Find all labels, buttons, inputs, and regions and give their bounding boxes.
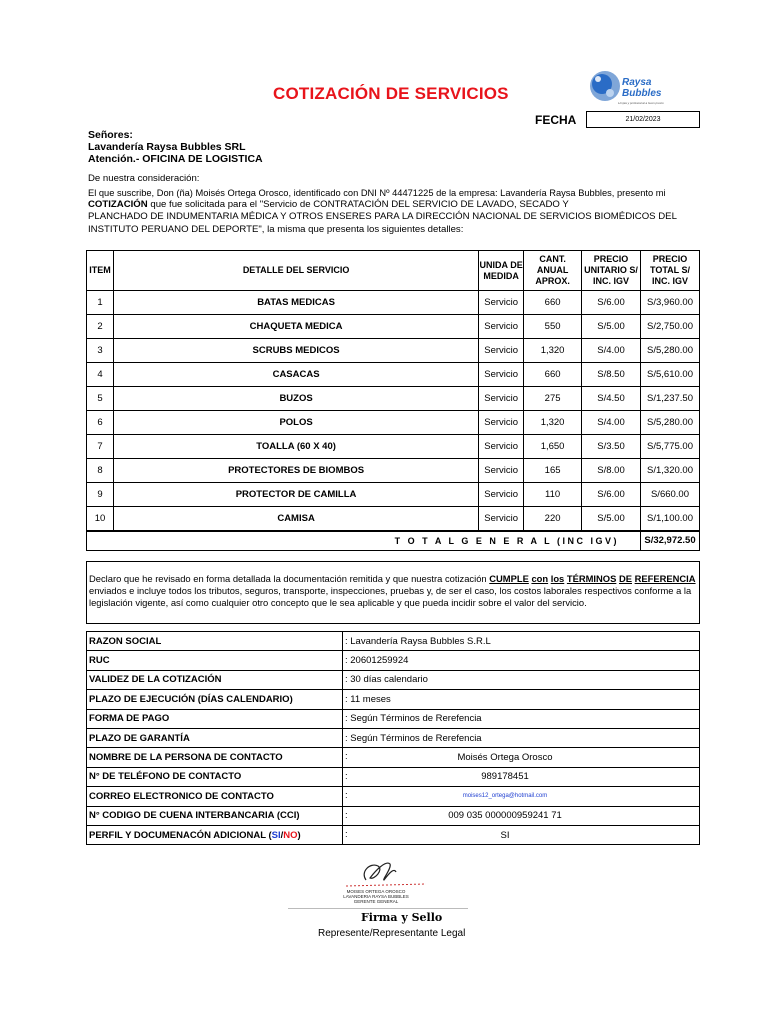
cell-precio-unitario: S/4.00 [582,339,641,363]
cell-precio-total: S/5,280.00 [641,411,700,435]
cell-cantidad: 275 [524,387,582,411]
table-row [87,411,700,435]
cell-item: 6 [87,411,114,435]
cell-detalle: BATAS MEDICAS [113,291,478,315]
info-colon: : [345,770,348,782]
info-key: N° DE TELÉFONO DE CONTACTO [87,767,343,786]
col-detalle: DETALLE DEL SERVICIO [113,251,478,291]
declaration-text-2: enviados e incluye todos los tributos, seguros, transporte, inspecciones, pruebas y, de ser el caso, los costos laborales respectivos conforme a la legislación vigente, así como cualquier otro concepto que le sea aplicable y que pueda incidir sobre el valor del servicio. [89,585,692,608]
cell-detalle: SCRUBS MEDICOS [113,339,478,363]
info-key: VALIDEZ DE LA COTIZACIÓN [87,670,343,689]
declaration-referencia: REFERENCIA [634,573,696,584]
company-logo [588,66,698,110]
page-title: COTIZACIÓN DE SERVICIOS [273,84,509,103]
info-value-cell [343,825,700,844]
cell-item: 3 [87,339,114,363]
cell-unidad: Servicio [479,411,524,435]
table-row [87,291,700,315]
intro-line-1: El que suscribe, Don (ña) Moisés Ortega Orosco, identificado con DNI Nº 44471225 de la empresa: Lavandería Raysa Bubbles, presento mi [88,188,666,198]
info-row [87,787,700,806]
info-value-cell: : Según Términos de Rerefencia [343,728,700,747]
cell-precio-unitario: S/8.50 [582,363,641,387]
cell-unidad: Servicio [479,315,524,339]
signature-stamp [286,858,466,910]
info-row [87,825,700,844]
table-row [87,315,700,339]
empresa-name: Lavandería Raysa Bubbles SRL [88,141,246,153]
cell-precio-total: S/1,320.00 [641,459,700,483]
cell-unidad: Servicio [479,483,524,507]
cell-precio-total: S/3,960.00 [641,291,700,315]
info-row [87,767,700,786]
senores-label: Señores: [88,129,133,141]
company-info-table [86,631,700,845]
declaration-cumple: CUMPLE [489,573,529,584]
table-row [87,507,700,531]
info-value: SI [500,829,510,841]
info-value-cell [343,806,700,825]
info-row [87,709,700,728]
declaration-terminos: TÉRMINOS [566,573,617,584]
info-row [87,806,700,825]
services-table-body [87,291,700,531]
info-row [87,748,700,767]
cell-precio-total: S/1,100.00 [641,507,700,531]
table-row [87,363,700,387]
cell-cantidad: 660 [524,291,582,315]
svg-text:Raysa: Raysa [622,77,652,88]
cell-cantidad: 1,320 [524,411,582,435]
info-key-key-prefix: PERFIL Y DOCUMENACÓN ADICIONAL ( [89,829,272,841]
col-precio-unitario: PRECIO UNITARIO S/ INC. IGV [582,251,641,291]
cell-unidad: Servicio [479,291,524,315]
cell-precio-unitario: S/8.00 [582,459,641,483]
cell-precio-total: S/2,750.00 [641,315,700,339]
cell-precio-unitario: S/3.50 [582,435,641,459]
intro-line-2-rest: que fue solicitada para el "Servicio de CONTRATACIÓN DEL SERVICIO DE LAVADO, SECADO Y [147,199,569,210]
info-key: PLAZO DE GARANTÍA [87,728,343,747]
cell-item: 9 [87,483,114,507]
cell-unidad: Servicio [479,387,524,411]
cell-cantidad: 110 [524,483,582,507]
consideracion-line: De nuestra consideración: [88,173,200,184]
declaration-los: los [550,573,565,584]
info-key: RAZON SOCIAL [87,632,343,651]
info-key [87,825,343,844]
info-value-cell: : 30 días calendario [343,670,700,689]
cell-precio-total: S/5,610.00 [641,363,700,387]
services-table [86,250,700,531]
intro-line-3: PLANCHADO DE INDUMENTARIA MÉDICA Y OTROS ENSERES PARA LA DIRECCIÓN NACIONAL DE SERVICIOS BIOMÉDICOS DEL [88,211,677,222]
cell-detalle: POLOS [113,411,478,435]
svg-text:Bubbles: Bubbles [622,88,662,99]
cell-item: 8 [87,459,114,483]
info-colon: : [345,751,348,763]
cell-item: 7 [87,435,114,459]
svg-text:Limpia y profesional a buen pr: Limpia y profesional a buen precio [618,101,664,105]
info-row [87,651,700,670]
cell-detalle: BUZOS [113,387,478,411]
info-key: NOMBRE DE LA PERSONA DE CONTACTO [87,748,343,767]
info-key-key-si: SI [271,829,281,841]
cell-detalle: TOALLA (60 X 40) [113,435,478,459]
info-key: RUC [87,651,343,670]
info-row [87,728,700,747]
cell-cantidad: 165 [524,459,582,483]
info-row [87,670,700,689]
info-colon: : [345,828,348,840]
representante-label: Represente/Representante Legal [318,928,466,939]
cell-unidad: Servicio [479,435,524,459]
fecha-value: 21/02/2023 [586,111,700,128]
info-value: moises12_ortega@hotmail.com [462,793,548,800]
firma-label: Firma y Sello [361,911,443,924]
col-precio-total: PRECIO TOTAL S/ INC. IGV [641,251,700,291]
table-row [87,435,700,459]
cell-cantidad: 550 [524,315,582,339]
info-value-cell: : 11 meses [343,690,700,709]
declaration-con: con [531,573,549,584]
cell-unidad: Servicio [479,339,524,363]
info-value: 009 035 000000959241 71 [448,810,562,822]
cell-precio-unitario: S/6.00 [582,291,641,315]
atencion-line: Atención.- OFICINA DE LOGISTICA [88,153,263,165]
declaration-text-1: Declaro que he revisado en forma detallada la documentación remitida y que nuestra cotización [89,573,490,584]
info-value-cell [343,748,700,767]
services-table-header [87,251,700,291]
cell-detalle: PROTECTORES DE BIOMBOS [113,459,478,483]
cell-precio-total: S/660.00 [641,483,700,507]
cell-item: 5 [87,387,114,411]
info-key-key-no: NO [283,829,298,841]
cell-detalle: CAMISA [113,507,478,531]
intro-line-4: INSTITUTO PERUANO DEL DEPORTE", la misma que presenta los siguientes detalles: [88,224,464,235]
table-row [87,483,700,507]
cell-precio-total: S/5,775.00 [641,435,700,459]
stamp-line-3: GERENTE GENERAL [353,899,399,904]
info-key: FORMA DE PAGO [87,709,343,728]
cell-precio-total: S/5,280.00 [641,339,700,363]
info-value-cell [343,767,700,786]
cell-unidad: Servicio [479,363,524,387]
cell-item: 2 [87,315,114,339]
info-key: N° CODIGO DE CUENA INTERBANCARIA (CCI) [87,806,343,825]
cell-item: 10 [87,507,114,531]
info-colon: : [345,809,348,821]
info-row [87,632,700,651]
cell-cantidad: 660 [524,363,582,387]
declaration-box [86,561,700,624]
company-info-body [87,632,700,845]
signature-line [288,908,468,909]
cell-cantidad: 220 [524,507,582,531]
info-key: PLAZO DE EJECUCIÓN (DÍAS CALENDARIO) [87,690,343,709]
intro-line-2 [88,199,569,211]
info-row [87,690,700,709]
col-item: ITEM [87,251,114,291]
cell-cantidad: 1,320 [524,339,582,363]
info-colon: : [345,790,348,802]
info-value: 989178451 [481,771,529,783]
cell-precio-total: S/1,237.50 [641,387,700,411]
cell-cantidad: 1,650 [524,435,582,459]
stamp-line-1: MOISES ORTEGA OROSCO [346,889,406,894]
info-value: Moisés Ortega Orosco [457,752,553,764]
table-row [87,339,700,363]
declaration-de: DE [618,573,632,584]
total-value: S/32,972.50 [640,532,699,550]
cell-precio-unitario: S/6.00 [582,483,641,507]
info-value-cell: : Lavandería Raysa Bubbles S.R.L [343,632,700,651]
cell-detalle: CASACAS [113,363,478,387]
cell-item: 4 [87,363,114,387]
cell-detalle: PROTECTOR DE CAMILLA [113,483,478,507]
total-label: T O T A L G E N E R A L (INC IGV) [394,536,619,546]
table-row [87,459,700,483]
fecha-label: FECHA [535,113,577,127]
info-value-cell: : 20601259924 [343,651,700,670]
stamp-line-2: LAVANDERIA RAYSA BUBBLES [343,894,409,899]
cell-item: 1 [87,291,114,315]
cell-precio-unitario: S/5.00 [582,315,641,339]
table-row [87,387,700,411]
info-value-cell [343,787,700,806]
info-value-cell: : Según Términos de Rerefencia [343,709,700,728]
total-row [86,531,700,551]
info-key: CORREO ELECTRONICO DE CONTACTO [87,787,343,806]
cotizacion-bold: COTIZACIÓN [88,199,148,210]
col-cantidad: CANT. ANUAL APROX. [524,251,582,291]
info-key-key-suffix: ) [297,829,301,841]
col-unidad: UNIDA DE MEDIDA [479,251,524,291]
cell-detalle: CHAQUETA MEDICA [113,315,478,339]
cell-precio-unitario: S/4.50 [582,387,641,411]
cell-unidad: Servicio [479,507,524,531]
info-key-key-slash: / [280,829,284,841]
cell-precio-unitario: S/5.00 [582,507,641,531]
cell-precio-unitario: S/4.00 [582,411,641,435]
cell-unidad: Servicio [479,459,524,483]
